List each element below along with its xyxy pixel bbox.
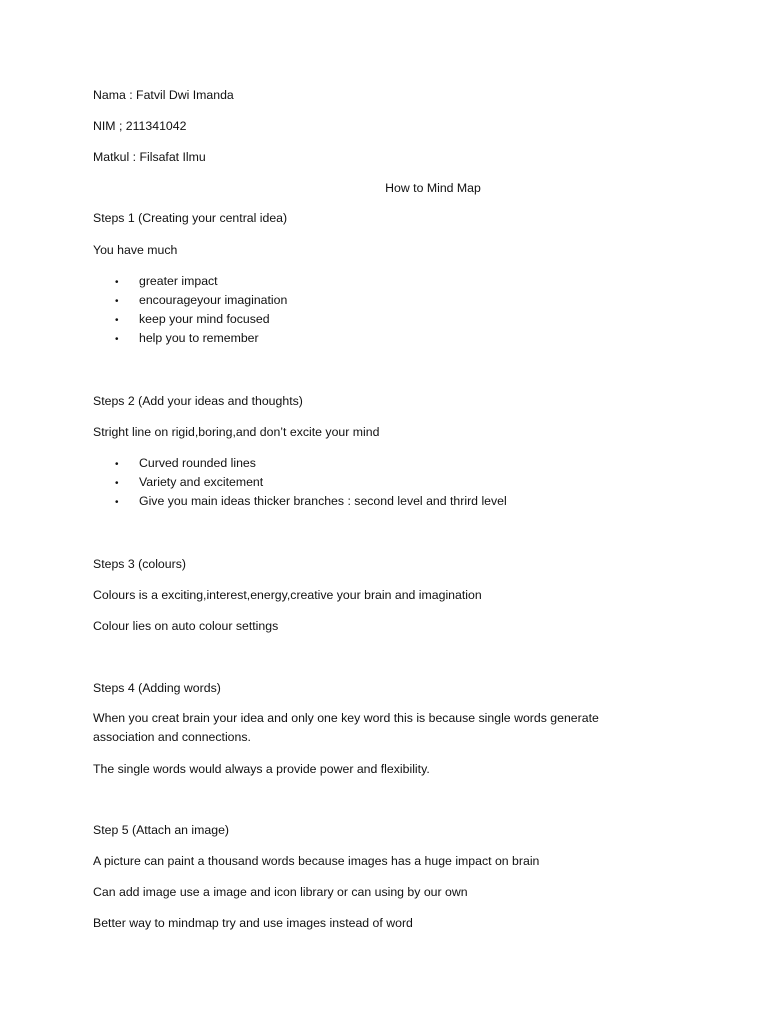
document-title: How to Mind Map xyxy=(385,181,481,195)
name-line: Nama : Fatvil Dwi Imanda xyxy=(93,88,234,102)
step4-paragraph2: The single words would always a provide power and flexibility. xyxy=(93,762,430,776)
list-item xyxy=(115,274,218,290)
step5-heading: Step 5 (Attach an image) xyxy=(93,823,230,837)
list-item-text: Curved rounded lines xyxy=(139,456,256,470)
bullet-icon: • xyxy=(115,296,119,307)
bullet-icon: • xyxy=(115,315,119,326)
step3-heading: Steps 3 (colours) xyxy=(93,557,186,571)
bullet-icon: • xyxy=(115,277,119,288)
bullet-icon: • xyxy=(115,459,119,470)
step3-line2: Colour lies on auto colour settings xyxy=(93,619,279,633)
bullet-icon: • xyxy=(115,497,119,508)
step2-intro: Stright line on rigid,boring,and don’t excite your mind xyxy=(93,425,380,439)
matkul-line: Matkul : Filsafat Ilmu xyxy=(93,150,206,164)
nim-line: NIM ; 211341042 xyxy=(93,119,187,133)
list-item xyxy=(115,494,507,510)
step1-heading: Steps 1 (Creating your central idea) xyxy=(93,211,288,225)
bullet-icon: • xyxy=(115,334,119,345)
step1-intro: You have much xyxy=(93,243,178,257)
list-item xyxy=(115,475,263,491)
step5-line3: Better way to mindmap try and use images instead of word xyxy=(93,916,413,930)
list-item-text: greater impact xyxy=(139,274,218,288)
list-item xyxy=(115,331,259,347)
list-item xyxy=(115,312,270,328)
step5-line2: Can add image use a image and icon library or can using by our own xyxy=(93,885,468,899)
step2-heading: Steps 2 (Add your ideas and thoughts) xyxy=(93,394,303,408)
list-item-text: help you to remember xyxy=(139,331,259,345)
list-item-text: Give you main ideas thicker branches : second level and thrird level xyxy=(139,494,507,508)
list-item-text: encourageyour imagination xyxy=(139,293,288,307)
list-item-text: Variety and excitement xyxy=(139,475,264,489)
list-item xyxy=(115,293,287,309)
step4-heading: Steps 4 (Adding words) xyxy=(93,681,221,695)
bullet-icon: • xyxy=(115,478,119,489)
step5-line1: A picture can paint a thousand words because images has a huge impact on brain xyxy=(93,854,540,868)
step3-line1: Colours is a exciting,interest,energy,creative your brain and imagination xyxy=(93,588,482,602)
list-item xyxy=(115,456,256,472)
list-item-text: keep your mind focused xyxy=(139,312,270,326)
step4-paragraph1: When you creat brain your idea and only one key word this is because single words generate association and connections. xyxy=(93,711,599,744)
